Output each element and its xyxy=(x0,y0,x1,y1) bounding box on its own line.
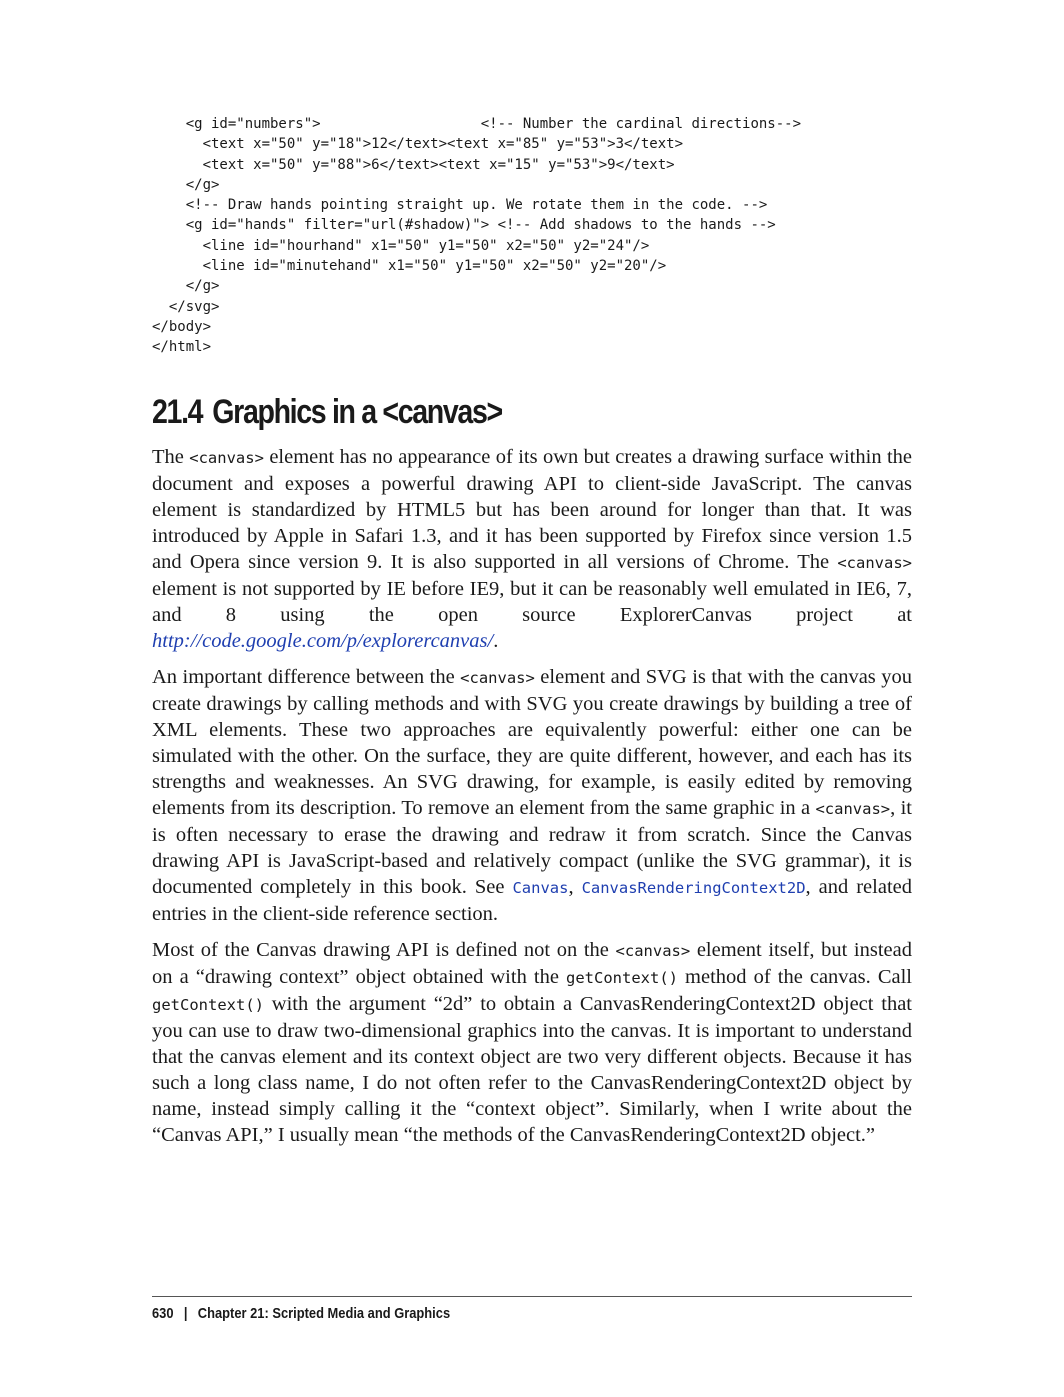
code-line: <!-- Draw hands pointing straight up. We rotate them in the code. --> xyxy=(152,197,768,214)
text-run: The xyxy=(152,446,190,468)
section-title: Graphics in a <canvas> xyxy=(212,393,502,431)
inline-code: <canvas> xyxy=(815,800,891,818)
code-line: </body> xyxy=(152,318,212,335)
inline-code: getContext() xyxy=(566,969,678,987)
code-line: <g id="hands" filter="url(#shadow)"> <!-- Add shadows to the hands --> xyxy=(152,217,776,234)
code-line: </g> xyxy=(152,176,220,193)
text-run: An important difference between the xyxy=(152,666,461,688)
inline-code: getContext() xyxy=(152,996,264,1014)
code-line: <line id="hourhand" x1="50" y1="50" x2="50" y2="24"/> xyxy=(152,237,650,254)
inline-code: <canvas> xyxy=(460,669,535,687)
code-listing xyxy=(152,114,801,358)
text-run: element itself, but instead on a “drawing context” object obtained with the xyxy=(152,939,912,988)
chapter-title: Chapter 21: Scripted Media and Graphics xyxy=(197,1305,451,1322)
text-run: element and SVG is that with the canvas you create drawings by calling methods and with SVG you create drawings by building a tree of XML elements. These two approaches are equivalently powerful: either one can be simulated with the other. On the surface, they are quite different, however, and each has its strengths and weaknesses. An SVG drawing, for example, is easily edited by removing elements from its description. To remove an element from the same graphic in a xyxy=(152,666,912,819)
section-number: 21.4 xyxy=(152,393,203,431)
text-run: . xyxy=(493,630,499,652)
canvas-reference-link[interactable]: Canvas xyxy=(512,879,569,897)
paragraph-2 xyxy=(152,664,912,927)
body-text xyxy=(152,444,912,1158)
code-line: <text x="50" y="18">12</text><text x="85" y="53">3</text> xyxy=(152,136,684,153)
explorercanvas-link[interactable]: http://code.google.com/p/explorercanvas/ xyxy=(152,630,494,652)
page-footer xyxy=(152,1303,450,1325)
paragraph-3 xyxy=(152,937,912,1148)
context2d-reference-link[interactable]: CanvasRenderingContext2D xyxy=(581,879,806,897)
text-run: , xyxy=(568,876,582,898)
code-line: </g> xyxy=(152,278,220,295)
text-run: element is not supported by IE before IE9, but it can be reasonably well emulated in IE6, 7, and 8 using the open source ExplorerCanvas project at xyxy=(152,578,912,626)
section-heading xyxy=(152,390,502,434)
inline-code: <canvas> xyxy=(189,449,264,467)
code-line: </html> xyxy=(152,339,212,356)
code-line: <g id="numbers"> <!-- Number the cardinal directions--> xyxy=(152,116,802,132)
code-line: </svg> xyxy=(152,298,220,315)
code-line: <line id="minutehand" x1="50" y1="50" x2="50" y2="20"/> xyxy=(152,258,667,275)
text-run: with the argument “2d” to obtain a CanvasRenderingContext2D object that you can use to draw two-dimensional graphics into the canvas. It is important to understand that the canvas element and its context object are two very different objects. Because it has such a long class name, I do not often refer to the CanvasRenderingContext2D object by name, instead simply calling it the “context object”. Similarly, when I write about the “Canvas API,” I usually mean “the methods of the CanvasRenderingContext2D object.” xyxy=(152,993,912,1146)
text-run: element has no appearance of its own but creates a drawing surface within the document and exposes a powerful drawing API to client-side JavaScript. The canvas element is standardized by HTML5 but has been around for longer than that. It was introduced by Apple in Safari 1.3, and it has been supported by Firefox since version 1.5 and Opera since version 9. It is also supported in all versions of Chrome. The xyxy=(152,446,912,573)
text-run: , and related entries in the client-side reference section. xyxy=(152,876,912,925)
inline-code: <canvas> xyxy=(837,554,912,572)
inline-code: <canvas> xyxy=(615,942,691,960)
code-line: <text x="50" y="88">6</text><text x="15" y="53">9</text> xyxy=(152,156,675,173)
text-run: method of the canvas. Call xyxy=(677,966,912,988)
page-number: 630 xyxy=(152,1305,174,1322)
text-run: , it is often necessary to erase the drawing and redraw it from scratch. Since the Canvas drawing API is JavaScript-based and relatively compact (unlike the SVG grammar), it is documented completely in this book. See xyxy=(152,797,912,898)
text-run: Most of the Canvas drawing API is defined not on the xyxy=(152,939,616,961)
footer-rule xyxy=(152,1296,912,1297)
paragraph-1 xyxy=(152,444,912,654)
footer-separator: | xyxy=(183,1305,188,1322)
